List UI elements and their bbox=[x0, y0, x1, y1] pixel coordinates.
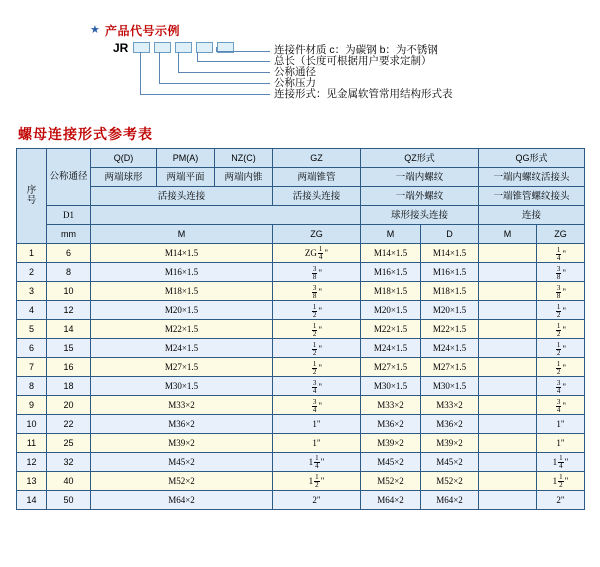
cell-qz-m: M33×2 bbox=[361, 396, 421, 415]
header-d1: D1 bbox=[47, 206, 91, 225]
cell-qz-m: M45×2 bbox=[361, 453, 421, 472]
legend-note-material: 连接件材质 c：为碳钢 b：为不锈钢 bbox=[274, 44, 438, 56]
cell-m: M27×1.5 bbox=[91, 358, 273, 377]
legend-title: 产品代号示例 bbox=[105, 24, 181, 38]
cell-qg-zg: $\frac{1}{2}$ " bbox=[537, 301, 585, 320]
cell-m: M33×2 bbox=[91, 396, 273, 415]
leader-line bbox=[159, 52, 160, 83]
header-blank bbox=[91, 206, 361, 225]
cell-seq: 6 bbox=[17, 339, 47, 358]
cell-qz-m: M18×1.5 bbox=[361, 282, 421, 301]
header-sub3-left: 活接头连接 bbox=[91, 187, 273, 206]
legend-note-pressure: 公称压力 bbox=[274, 77, 316, 89]
cell-zg: $\frac{1}{2}$ " bbox=[273, 339, 361, 358]
cell-qg-m bbox=[479, 320, 537, 339]
cell-qz-d: M39×2 bbox=[421, 434, 479, 453]
leader-line bbox=[159, 83, 270, 84]
cell-m: M45×2 bbox=[91, 453, 273, 472]
cell-qz-d: M33×2 bbox=[421, 396, 479, 415]
cell-zg: ZG $\frac{1}{4}$ " bbox=[273, 244, 361, 263]
cell-seq: 4 bbox=[17, 301, 47, 320]
header-unit-m: M bbox=[91, 225, 273, 244]
cell-qg-m bbox=[479, 434, 537, 453]
cell-dn: 16 bbox=[47, 358, 91, 377]
cell-qg-m bbox=[479, 472, 537, 491]
cell-qz-d: M36×2 bbox=[421, 415, 479, 434]
cell-qz-d: M24×1.5 bbox=[421, 339, 479, 358]
cell-qg-zg: 1" bbox=[537, 434, 585, 453]
table-row bbox=[17, 244, 585, 263]
cell-dn: 18 bbox=[47, 377, 91, 396]
cell-qz-d: M20×1.5 bbox=[421, 301, 479, 320]
leader-line bbox=[140, 52, 141, 94]
cell-qg-zg: $\frac{1}{2}$ " bbox=[537, 358, 585, 377]
cell-dn: 40 bbox=[47, 472, 91, 491]
table-body bbox=[17, 244, 585, 510]
cell-dn: 25 bbox=[47, 434, 91, 453]
cell-seq: 14 bbox=[17, 491, 47, 510]
cell-zg: $\frac{3}{8}$ " bbox=[273, 282, 361, 301]
cell-seq: 2 bbox=[17, 263, 47, 282]
leader-line bbox=[178, 52, 179, 72]
cell-qg-m bbox=[479, 358, 537, 377]
cell-m: M24×1.5 bbox=[91, 339, 273, 358]
cell-qg-m bbox=[479, 301, 537, 320]
nut-connection-table bbox=[16, 148, 585, 510]
cell-dn: 8 bbox=[47, 263, 91, 282]
leader-line bbox=[216, 51, 270, 52]
cell-seq: 1 bbox=[17, 244, 47, 263]
cell-zg: $\frac{3}{4}$ " bbox=[273, 377, 361, 396]
table-header-row bbox=[17, 225, 585, 244]
cell-dn: 15 bbox=[47, 339, 91, 358]
cell-dn: 50 bbox=[47, 491, 91, 510]
header-unit-qg-zg: ZG bbox=[537, 225, 585, 244]
cell-qz-m: M27×1.5 bbox=[361, 358, 421, 377]
product-code-legend bbox=[0, 0, 600, 118]
cell-qz-m: M39×2 bbox=[361, 434, 421, 453]
cell-qg-zg: $\frac{1}{2}$ " bbox=[537, 339, 585, 358]
table-header-row bbox=[17, 149, 585, 168]
cell-m: M30×1.5 bbox=[91, 377, 273, 396]
cell-qg-zg: 1" bbox=[537, 415, 585, 434]
legend-note-connection: 连接形式：见金属软管常用结构形式表 bbox=[274, 88, 453, 100]
cell-zg: 2" bbox=[273, 491, 361, 510]
cell-seq: 11 bbox=[17, 434, 47, 453]
cell-qg-m bbox=[479, 396, 537, 415]
cell-dn: 6 bbox=[47, 244, 91, 263]
cell-qg-zg: 1 $\frac{1}{2}$ " bbox=[537, 472, 585, 491]
header-type-gz: GZ bbox=[273, 149, 361, 168]
cell-qg-zg: $\frac{1}{4}$ " bbox=[537, 244, 585, 263]
cell-qz-d: M18×1.5 bbox=[421, 282, 479, 301]
header-sub4-qz: 球形接头连接 bbox=[361, 206, 479, 225]
header-type-pma: PM(A) bbox=[157, 149, 215, 168]
cell-qg-m bbox=[479, 282, 537, 301]
star-icon: ★ bbox=[90, 24, 100, 36]
header-type-qg: QG形式 bbox=[479, 149, 585, 168]
header-sub-qz: 一端内螺纹 bbox=[361, 168, 479, 187]
header-sub4-qg: 连接 bbox=[479, 206, 585, 225]
cell-qz-d: M30×1.5 bbox=[421, 377, 479, 396]
table-row bbox=[17, 434, 585, 453]
cell-qz-d: M22×1.5 bbox=[421, 320, 479, 339]
cell-zg: 1 $\frac{1}{4}$ " bbox=[273, 453, 361, 472]
cell-qg-zg: 1 $\frac{1}{4}$ " bbox=[537, 453, 585, 472]
cell-zg: 1 $\frac{1}{2}$ " bbox=[273, 472, 361, 491]
cell-qg-m bbox=[479, 377, 537, 396]
cell-qz-d: M64×2 bbox=[421, 491, 479, 510]
cell-dn: 20 bbox=[47, 396, 91, 415]
cell-qg-m bbox=[479, 263, 537, 282]
cell-qz-d: M16×1.5 bbox=[421, 263, 479, 282]
header-unit-mm: mm bbox=[47, 225, 91, 244]
table-row bbox=[17, 339, 585, 358]
cell-seq: 9 bbox=[17, 396, 47, 415]
cell-zg: $\frac{3}{8}$ " bbox=[273, 263, 361, 282]
header-dn bbox=[47, 149, 91, 206]
cell-qz-m: M30×1.5 bbox=[361, 377, 421, 396]
cell-dn: 32 bbox=[47, 453, 91, 472]
table-row bbox=[17, 453, 585, 472]
header-unit-qz-m: M bbox=[361, 225, 421, 244]
cell-qz-m: M24×1.5 bbox=[361, 339, 421, 358]
leader-line bbox=[178, 72, 270, 73]
cell-qg-m bbox=[479, 415, 537, 434]
header-dn-label: 公称通径 bbox=[49, 171, 88, 182]
cell-dn: 22 bbox=[47, 415, 91, 434]
cell-qg-zg: $\frac{1}{2}$ " bbox=[537, 320, 585, 339]
cell-qz-d: M14×1.5 bbox=[421, 244, 479, 263]
leader-line bbox=[197, 52, 198, 61]
table-row bbox=[17, 282, 585, 301]
table-title: 螺母连接形式参考表 bbox=[18, 126, 153, 142]
header-type-qd: Q(D) bbox=[91, 149, 157, 168]
cell-qz-m: M52×2 bbox=[361, 472, 421, 491]
header-unit-qz-d: D bbox=[421, 225, 479, 244]
cell-qg-m bbox=[479, 491, 537, 510]
cell-zg: $\frac{1}{2}$ " bbox=[273, 301, 361, 320]
table-row bbox=[17, 263, 585, 282]
cell-qz-m: M64×2 bbox=[361, 491, 421, 510]
cell-qz-d: M27×1.5 bbox=[421, 358, 479, 377]
cell-qz-d: M45×2 bbox=[421, 453, 479, 472]
cell-m: M14×1.5 bbox=[91, 244, 273, 263]
header-type-nzc: NZ(C) bbox=[215, 149, 273, 168]
cell-qz-m: M20×1.5 bbox=[361, 301, 421, 320]
table-row bbox=[17, 491, 585, 510]
cell-seq: 8 bbox=[17, 377, 47, 396]
table-row bbox=[17, 320, 585, 339]
cell-seq: 12 bbox=[17, 453, 47, 472]
cell-qg-m bbox=[479, 339, 537, 358]
code-prefix: JR bbox=[113, 41, 129, 55]
cell-qz-m: M14×1.5 bbox=[361, 244, 421, 263]
cell-qg-zg: $\frac{3}{4}$ " bbox=[537, 396, 585, 415]
leader-line bbox=[197, 61, 270, 62]
cell-m: M52×2 bbox=[91, 472, 273, 491]
cell-qg-m bbox=[479, 244, 537, 263]
cell-qz-m: M16×1.5 bbox=[361, 263, 421, 282]
cell-dn: 14 bbox=[47, 320, 91, 339]
header-sub3-qg: 一端锥管螺纹接头 bbox=[479, 187, 585, 206]
table-row bbox=[17, 358, 585, 377]
cell-m: M39×2 bbox=[91, 434, 273, 453]
cell-m: M18×1.5 bbox=[91, 282, 273, 301]
cell-qg-m bbox=[479, 453, 537, 472]
cell-zg: $\frac{1}{2}$ " bbox=[273, 320, 361, 339]
cell-qg-zg: 2" bbox=[537, 491, 585, 510]
cell-qg-zg: $\frac{3}{8}$ " bbox=[537, 282, 585, 301]
code-box bbox=[133, 42, 150, 53]
header-sub-nzc: 两端内锥 bbox=[215, 168, 273, 187]
cell-qg-zg: $\frac{3}{4}$ " bbox=[537, 377, 585, 396]
table-row bbox=[17, 396, 585, 415]
header-unit-qg-m: M bbox=[479, 225, 537, 244]
header-sub-pma: 两端平面 bbox=[157, 168, 215, 187]
cell-zg: 1" bbox=[273, 434, 361, 453]
table-header-row bbox=[17, 168, 585, 187]
cell-qz-m: M22×1.5 bbox=[361, 320, 421, 339]
cell-qz-d: M52×2 bbox=[421, 472, 479, 491]
header-sub-qg: 一端内螺纹活接头 bbox=[479, 168, 585, 187]
cell-m: M36×2 bbox=[91, 415, 273, 434]
code-box bbox=[154, 42, 171, 53]
legend-note-dn: 公称通径 bbox=[274, 66, 316, 78]
cell-seq: 7 bbox=[17, 358, 47, 377]
cell-zg: 1" bbox=[273, 415, 361, 434]
cell-seq: 10 bbox=[17, 415, 47, 434]
cell-dn: 10 bbox=[47, 282, 91, 301]
code-box bbox=[196, 42, 213, 53]
table-row bbox=[17, 377, 585, 396]
cell-seq: 13 bbox=[17, 472, 47, 491]
leader-line bbox=[140, 94, 270, 95]
cell-qz-m: M36×2 bbox=[361, 415, 421, 434]
cell-m: M64×2 bbox=[91, 491, 273, 510]
cell-m: M20×1.5 bbox=[91, 301, 273, 320]
legend-note-length: 总长（长度可根据用户要求定制） bbox=[274, 55, 432, 67]
header-unit-zg: ZG bbox=[273, 225, 361, 244]
cell-m: M22×1.5 bbox=[91, 320, 273, 339]
cell-seq: 3 bbox=[17, 282, 47, 301]
cell-zg: $\frac{1}{2}$ " bbox=[273, 358, 361, 377]
cell-qg-zg: $\frac{3}{8}$ " bbox=[537, 263, 585, 282]
header-sub3-gz: 活接头连接 bbox=[273, 187, 361, 206]
table-row bbox=[17, 301, 585, 320]
table-header-row bbox=[17, 187, 585, 206]
cell-dn: 12 bbox=[47, 301, 91, 320]
table-row bbox=[17, 472, 585, 491]
table-row bbox=[17, 415, 585, 434]
table-header-row bbox=[17, 206, 585, 225]
header-sub-qd: 两端球形 bbox=[91, 168, 157, 187]
cell-seq: 5 bbox=[17, 320, 47, 339]
header-type-qz: QZ形式 bbox=[361, 149, 479, 168]
header-seq-label: 序 号 bbox=[26, 185, 37, 206]
cell-m: M16×1.5 bbox=[91, 263, 273, 282]
header-sub-gz: 两端锥管 bbox=[273, 168, 361, 187]
header-seq bbox=[17, 149, 47, 244]
header-sub3-qz: 一端外螺纹 bbox=[361, 187, 479, 206]
cell-zg: $\frac{3}{4}$ " bbox=[273, 396, 361, 415]
